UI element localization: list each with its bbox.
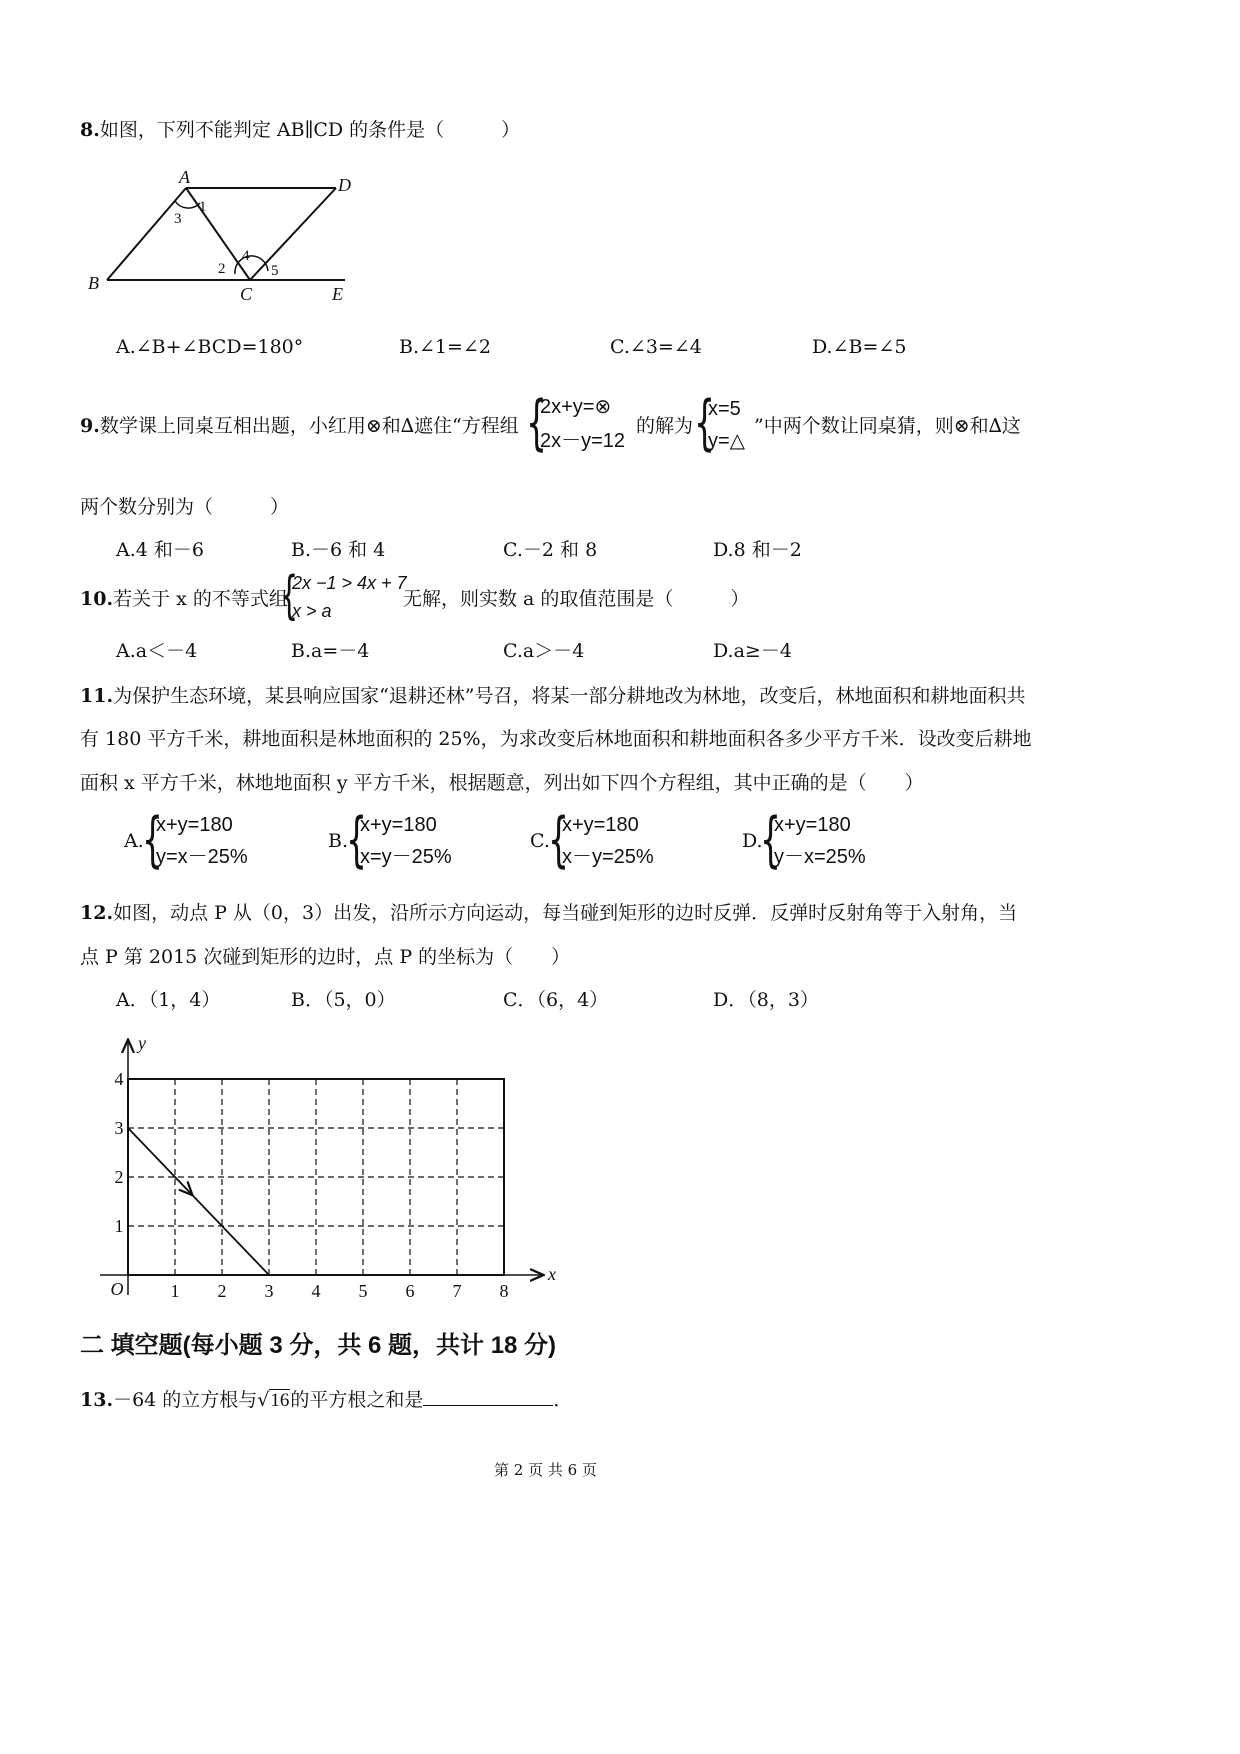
q11-option-a-label: A. bbox=[124, 830, 144, 852]
q11-option-d-system bbox=[760, 805, 880, 876]
brace-icon: { bbox=[142, 805, 164, 875]
angle-label-4: 4 bbox=[242, 248, 250, 264]
q10-option-a: A.a＜－4 bbox=[116, 640, 198, 662]
sqrt-icon: √ bbox=[257, 1389, 270, 1411]
q12-text-1: 如图，动点 P 从（0，3）出发，沿所示方向运动，每当碰到矩形的边时反弹．反弹时反射角等于入射角，当 bbox=[113, 902, 1018, 924]
y-axis-label: y bbox=[138, 1033, 146, 1053]
q8-option-c: C.∠3=∠4 bbox=[610, 336, 702, 358]
direction-arrow-icon bbox=[156, 1157, 191, 1194]
q9-sys1-line1: 2x+y=⊗ bbox=[540, 396, 612, 418]
q10-system bbox=[280, 566, 407, 630]
y-tick-label: 3 bbox=[114, 1118, 124, 1138]
q12-number: 12. bbox=[80, 902, 114, 924]
q11-option-c-line2: x－y=25% bbox=[562, 846, 654, 868]
q9-option-d: D.8 和－2 bbox=[713, 539, 802, 561]
segment-dc bbox=[250, 188, 336, 280]
x-tick-label: 2 bbox=[217, 1281, 227, 1300]
q9-text-mid: 的解为 bbox=[636, 415, 694, 437]
q10-option-d: D.a≥－4 bbox=[713, 640, 792, 662]
q8-text: 如图，下列不能判定 AB∥CD 的条件是（ ） bbox=[99, 119, 521, 141]
q11-option-a bbox=[124, 805, 264, 876]
q11-option-b-label: B. bbox=[328, 830, 349, 852]
brace-icon: { bbox=[548, 805, 570, 875]
q13-stem bbox=[80, 1387, 572, 1414]
q12-option-b: B．（5，0） bbox=[291, 989, 396, 1011]
q12-line-1 bbox=[80, 900, 1017, 926]
q11-line-2: 有 180 平方千米，耕地面积是林地面积的 25%，为求改变后林地面积和耕地面积各多少平方千米．设改变后耕地 bbox=[80, 728, 1032, 750]
q9-text-before: 数学课上同桌互相出题，小红用⊗和∆遮住“方程组 bbox=[99, 415, 519, 437]
q11-option-c-system bbox=[548, 805, 668, 876]
q11-option-b-system bbox=[346, 805, 466, 876]
angle-label-2: 2 bbox=[218, 261, 226, 277]
y-tick-label: 1 bbox=[114, 1216, 124, 1236]
motion-path bbox=[128, 1128, 269, 1275]
brace-icon: { bbox=[280, 566, 299, 626]
q11-option-b-line2: x=y－25% bbox=[360, 846, 452, 868]
label-a: A bbox=[179, 167, 190, 187]
q12-coordinate-figure bbox=[90, 1030, 570, 1300]
q10-sys-line1: 2x −1 > 4x + 7 bbox=[292, 573, 407, 593]
q11-option-d-label: D. bbox=[742, 830, 763, 852]
q11-option-c-line1: x+y=180 bbox=[562, 814, 639, 836]
brace-icon: { bbox=[760, 805, 782, 875]
q13-text-after: 的平方根之和是 bbox=[290, 1389, 424, 1411]
y-tick-label: 4 bbox=[114, 1069, 124, 1089]
brace-icon: { bbox=[694, 388, 716, 458]
x-tick-label: 4 bbox=[311, 1281, 321, 1300]
q10-text-after: 无解，则实数 a 的取值范围是（ ） bbox=[403, 588, 750, 610]
q9-option-b: B.－6 和 4 bbox=[291, 539, 386, 561]
x-tick-label: 6 bbox=[405, 1281, 415, 1300]
q13-text-before: －64 的立方根与 bbox=[113, 1389, 258, 1411]
q11-option-c bbox=[530, 805, 670, 876]
q9-number: 9. bbox=[80, 415, 100, 437]
y-tick-label: 2 bbox=[114, 1167, 124, 1187]
q13-sqrt-arg: 16 bbox=[270, 1390, 290, 1411]
q11-option-d bbox=[742, 805, 882, 876]
q9-sys1-line2: 2x－y=12 bbox=[540, 430, 626, 452]
origin-label: O bbox=[110, 1279, 124, 1299]
q11-option-b bbox=[328, 805, 468, 876]
q8-option-b: B.∠1=∠2 bbox=[399, 336, 491, 358]
q11-line-3: 面积 x 平方千米，林地地面积 y 平方千米，根据题意，列出如下四个方程组，其中正确的是（ ） bbox=[80, 772, 924, 794]
q10-option-b: B.a=－4 bbox=[291, 640, 370, 662]
q11-option-d-line1: x+y=180 bbox=[774, 814, 851, 836]
q9-stem-part1 bbox=[80, 413, 519, 439]
q12-option-d: D．（8，3） bbox=[713, 989, 819, 1011]
q12-option-a: A．（1，4） bbox=[116, 989, 221, 1011]
q11-option-a-system bbox=[142, 805, 262, 876]
brace-icon: { bbox=[346, 805, 368, 875]
x-tick-label: 3 bbox=[264, 1281, 274, 1300]
x-tick-label: 8 bbox=[499, 1281, 509, 1300]
q8-number: 8. bbox=[80, 119, 100, 141]
q12-option-c: C．（6，4） bbox=[503, 989, 609, 1011]
angle-label-5: 5 bbox=[271, 263, 279, 279]
q9-option-c: C.－2 和 8 bbox=[503, 539, 598, 561]
q8-figure bbox=[80, 163, 380, 313]
q12-line-2: 点 P 第 2015 次碰到矩形的边时，点 P 的坐标为（ ） bbox=[80, 946, 571, 968]
section-2-heading: 二 填空题(每小题 3 分，共 6 题，共计 18 分) bbox=[80, 1332, 557, 1359]
label-d: D bbox=[338, 175, 351, 195]
q8-option-a: A.∠B+∠BCD=180° bbox=[116, 336, 304, 358]
x-tick-label: 5 bbox=[358, 1281, 368, 1300]
q13-number: 13. bbox=[80, 1389, 114, 1411]
q11-line-1 bbox=[80, 683, 1026, 709]
rectangle-boundary bbox=[128, 1079, 504, 1275]
q10-stem-part1 bbox=[80, 586, 288, 612]
q10-option-c: C.a＞－4 bbox=[503, 640, 585, 662]
q9-system-1 bbox=[526, 388, 636, 463]
q9-sys2-line2: y=△ bbox=[708, 430, 746, 452]
q9-text-after: ”中两个数让同桌猜，则⊗和∆这 bbox=[754, 415, 1021, 437]
label-e: E bbox=[332, 284, 343, 304]
x-tick-label: 7 bbox=[452, 1281, 462, 1300]
q8-stem bbox=[80, 117, 520, 143]
q11-option-c-label: C. bbox=[530, 830, 550, 852]
x-tick-label: 1 bbox=[170, 1281, 180, 1300]
q10-sys-line2: x > a bbox=[292, 601, 332, 621]
label-b: B bbox=[88, 273, 99, 293]
segment-ab bbox=[107, 188, 186, 280]
q11-option-d-line2: y－x=25% bbox=[774, 846, 866, 868]
q8-option-d: D.∠B=∠5 bbox=[812, 336, 907, 358]
q9-sys2-line1: x=5 bbox=[708, 398, 741, 420]
page-footer: 第 2 页 共 6 页 bbox=[494, 1461, 597, 1479]
label-c: C bbox=[240, 284, 253, 304]
q10-number: 10. bbox=[80, 588, 114, 610]
brace-icon: { bbox=[526, 388, 548, 458]
q9-option-a: A.4 和－6 bbox=[116, 539, 204, 561]
angle-label-3: 3 bbox=[174, 211, 182, 227]
q9-text-line2: 两个数分别为（ ） bbox=[80, 496, 290, 518]
q11-number: 11. bbox=[80, 685, 114, 707]
q10-text-before: 若关于 x 的不等式组 bbox=[113, 588, 288, 610]
q11-option-a-line2: y=x－25% bbox=[156, 846, 248, 868]
angle-label-1: 1 bbox=[199, 199, 207, 215]
q13-answer-blank[interactable] bbox=[423, 1387, 553, 1406]
q11-option-b-line1: x+y=180 bbox=[360, 814, 437, 836]
x-axis-label: x bbox=[548, 1264, 556, 1284]
q13-end: ． bbox=[553, 1389, 573, 1411]
q11-text-1: 为保护生态环境，某县响应国家“退耕还林”号召，将某一部分耕地改为林地，改变后，林地面积和耕地面积共 bbox=[113, 685, 1026, 707]
q11-option-a-line1: x+y=180 bbox=[156, 814, 233, 836]
